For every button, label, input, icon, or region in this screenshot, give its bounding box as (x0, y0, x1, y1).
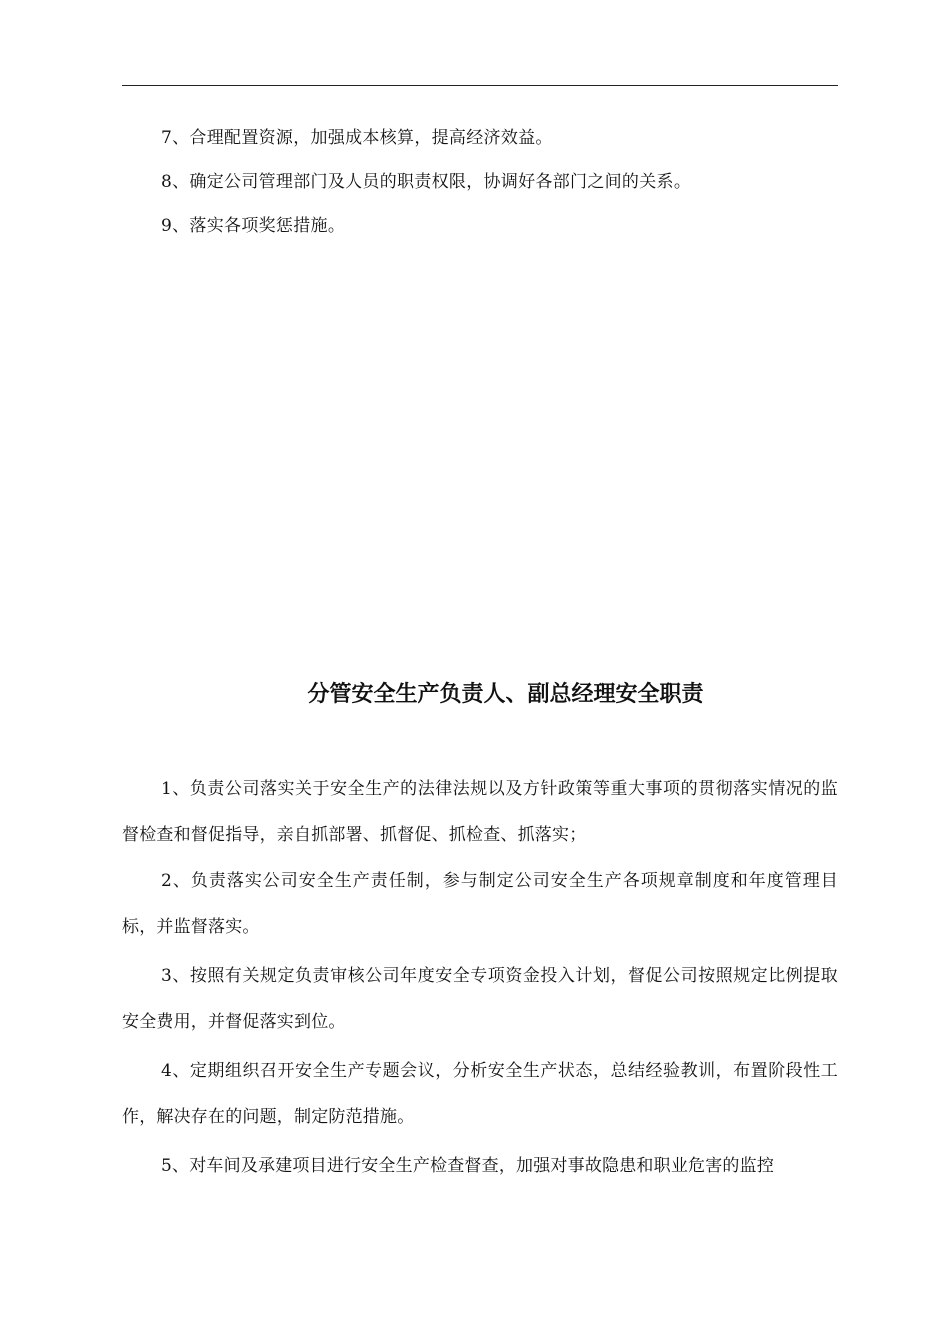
section-title: 分管安全生产负责人、副总经理安全职责 (307, 682, 704, 707)
list-item-8: 8、确定公司管理部门及人员的职责权限，协调好各部门之间的关系。 (161, 172, 692, 192)
list-item-9: 9、落实各项奖惩措施。 (161, 216, 346, 236)
header-rule (122, 85, 838, 86)
duty-item-3: 3、按照有关规定负责审核公司年度安全专项资金投入计划，督促公司按照规定比例提取安全费用，并督促落实到位。 (122, 966, 838, 1032)
duty-item-4: 4、定期组织召开安全生产专题会议，分析安全生产状态，总结经验教训，布置阶段性工作，解决存在的问题，制定防范措施。 (122, 1061, 838, 1127)
list-item-7: 7、合理配置资源，加强成本核算，提高经济效益。 (161, 128, 553, 148)
duty-item-5: 5、对车间及承建项目进行安全生产检查督查，加强对事故隐患和职业危害的监控 (161, 1156, 775, 1176)
duty-item-1: 1、负责公司落实关于安全生产的法律法规以及方针政策等重大事项的贯彻落实情况的监督检查和督促指导，亲自抓部署、抓督促、抓检查、抓落实； (122, 779, 838, 845)
duty-item-2: 2、负责落实公司安全生产责任制，参与制定公司安全生产各项规章制度和年度管理目标，并监督落实。 (122, 871, 838, 937)
